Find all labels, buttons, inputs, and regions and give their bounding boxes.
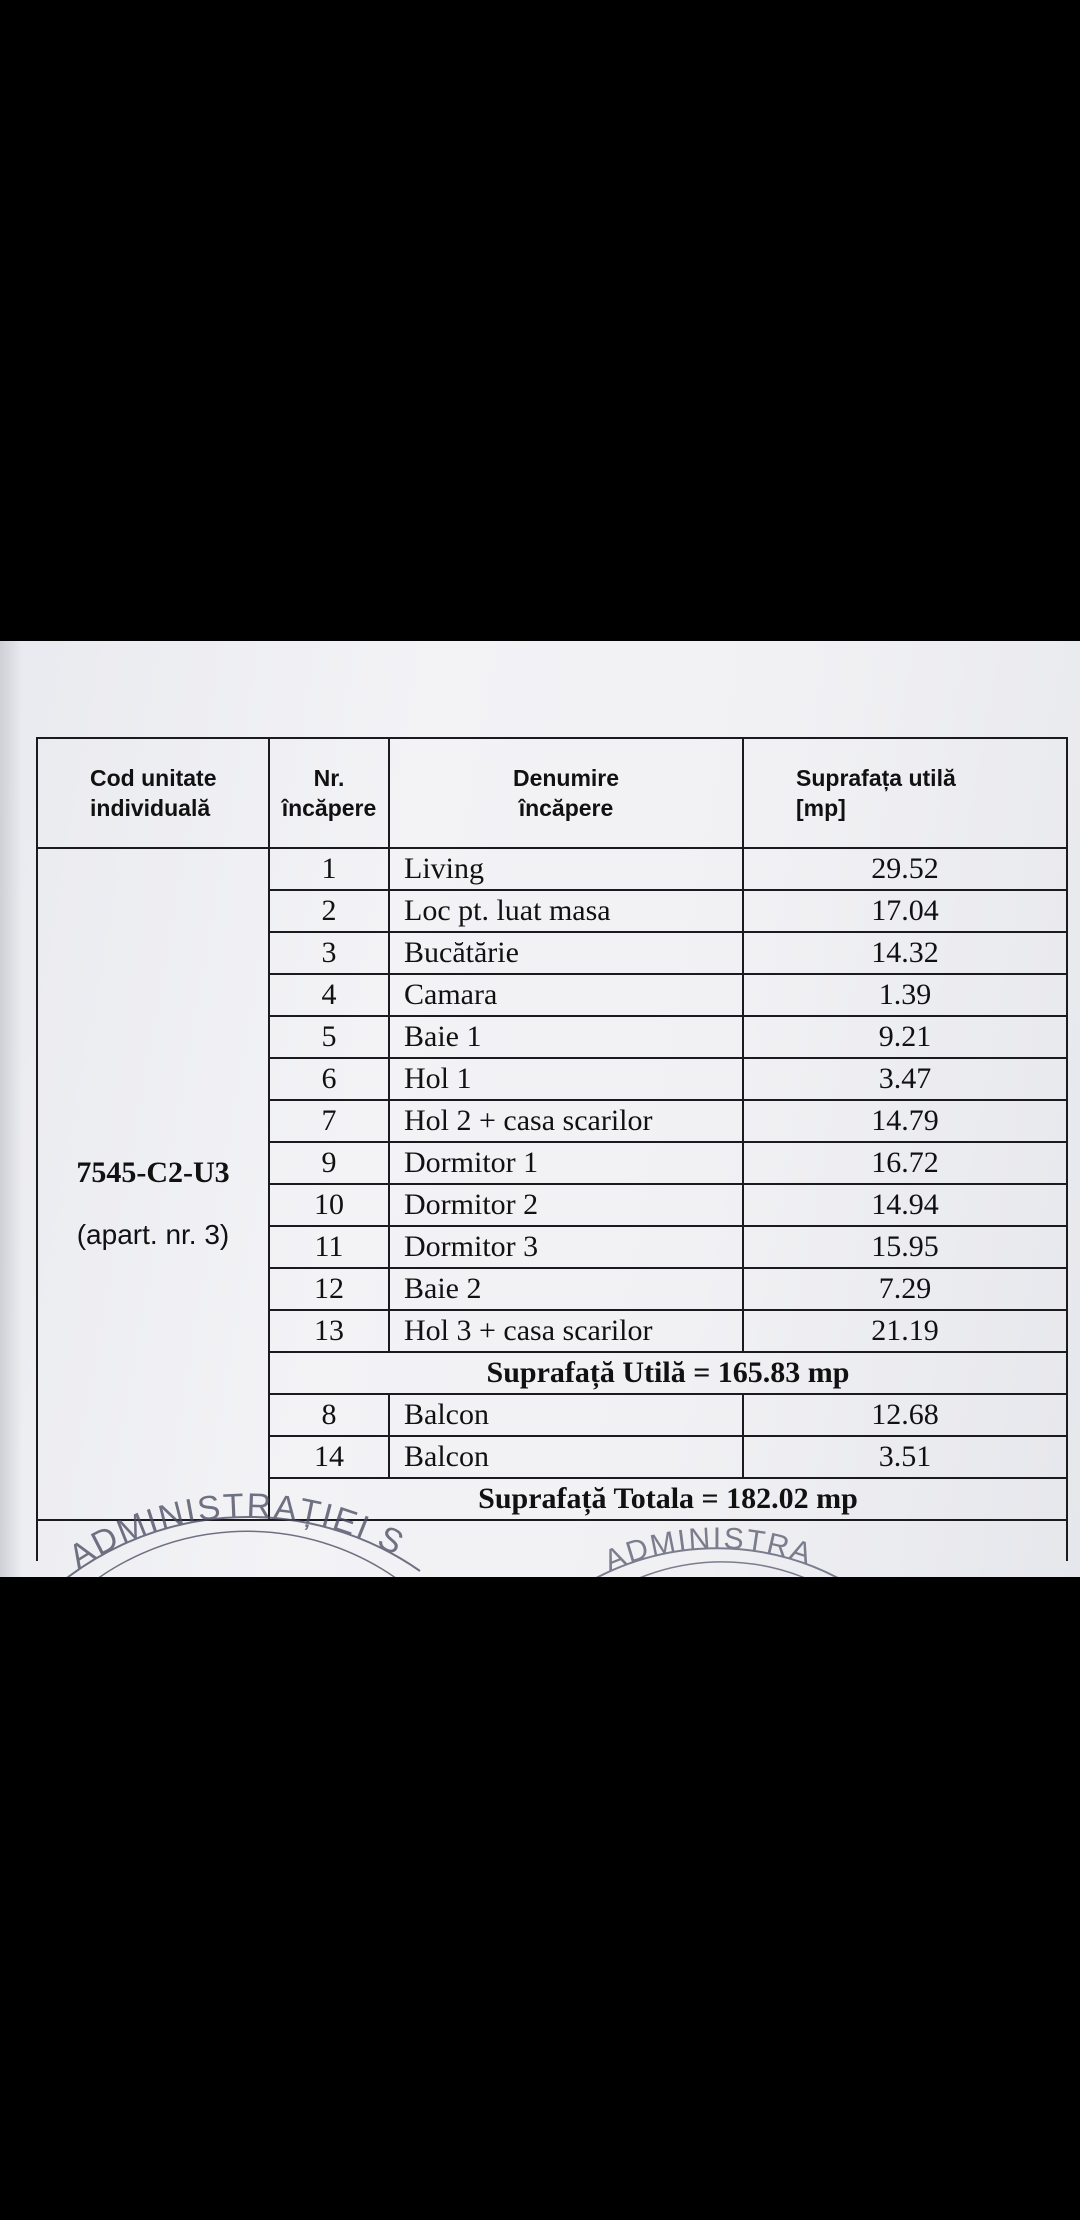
room-name: Living [389,848,743,890]
room-name: Dormitor 2 [389,1184,743,1226]
stamp-left-text: ADMINISTRAȚIEI S [62,1486,412,1577]
table-row-partial [37,1520,1067,1561]
document-photo [0,641,1080,1577]
room-number: 1 [269,848,389,890]
total-area: Suprafață Totala = 182.02 mp [269,1478,1067,1520]
room-name: Bucătărie [389,932,743,974]
room-area: 14.79 [743,1100,1067,1142]
balcony-area: 3.51 [743,1436,1067,1478]
room-number: 9 [269,1142,389,1184]
room-number: 5 [269,1016,389,1058]
unit-apartment: (apart. nr. 3) [76,1219,230,1250]
room-area: 29.52 [743,848,1067,890]
room-name: Hol 3 + casa scarilor [389,1310,743,1352]
room-number: 6 [269,1058,389,1100]
room-name: Baie 2 [389,1268,743,1310]
room-name: Dormitor 3 [389,1226,743,1268]
room-area: 21.19 [743,1310,1067,1352]
balcony-name: Balcon [389,1436,743,1478]
room-area: 7.29 [743,1268,1067,1310]
room-area: 15.95 [743,1226,1067,1268]
header-room-number: Nr. încăpere [269,738,389,848]
room-number: 10 [269,1184,389,1226]
stamp-right-text: ADMINISTRA [599,1522,818,1577]
header-useful-area: Suprafața utilă [mp] [743,738,1067,848]
room-number: 11 [269,1226,389,1268]
useful-area-total: Suprafață Utilă = 165.83 mp [269,1352,1067,1394]
room-area: 17.04 [743,890,1067,932]
table-header [37,738,1067,848]
balcony-number: 14 [269,1436,389,1478]
page-shadow [0,641,22,1577]
room-name: Camara [389,974,743,1016]
room-number: 13 [269,1310,389,1352]
room-number: 12 [269,1268,389,1310]
room-name: Baie 1 [389,1016,743,1058]
header-room-name: Denumire încăpere [389,738,743,848]
room-name: Loc pt. luat masa [389,890,743,932]
room-area-table [36,737,1068,1561]
header-unit-code: Cod unitate individuală [37,738,269,848]
room-area: 14.94 [743,1184,1067,1226]
balcony-area: 12.68 [743,1394,1067,1436]
room-area: 14.32 [743,932,1067,974]
unit-identifier-cell [37,848,269,1520]
room-name: Hol 1 [389,1058,743,1100]
room-area: 1.39 [743,974,1067,1016]
room-number: 4 [269,974,389,1016]
balcony-number: 8 [269,1394,389,1436]
room-area: 9.21 [743,1016,1067,1058]
room-name: Dormitor 1 [389,1142,743,1184]
room-name: Hol 2 + casa scarilor [389,1100,743,1142]
room-area: 3.47 [743,1058,1067,1100]
table-row [37,848,1067,890]
room-number: 3 [269,932,389,974]
room-number: 7 [269,1100,389,1142]
room-number: 2 [269,890,389,932]
unit-code: 7545-C2-U3 [76,1156,230,1189]
balcony-name: Balcon [389,1394,743,1436]
cut-off-row [37,1520,1067,1561]
room-area: 16.72 [743,1142,1067,1184]
